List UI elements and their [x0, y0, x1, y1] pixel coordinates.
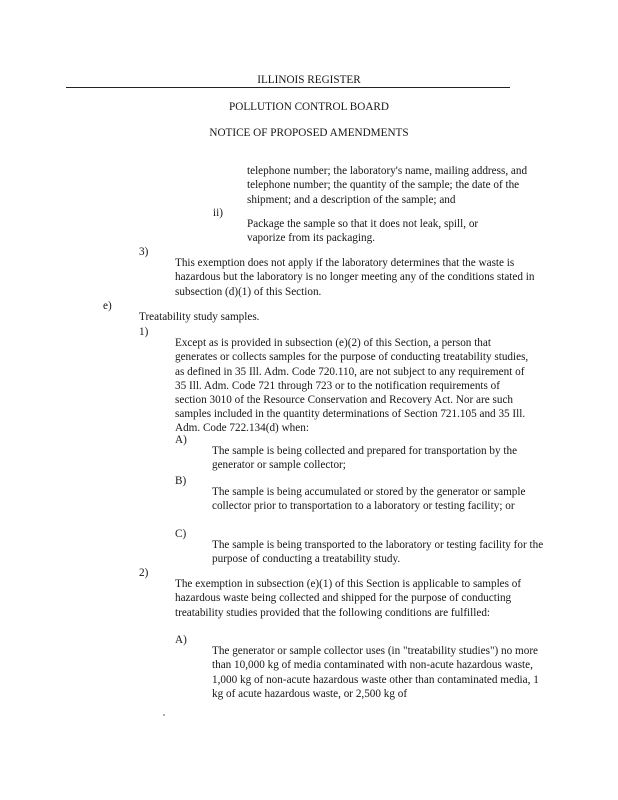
continued-paragraph: telephone number; the laboratory's name, mailing address, and telephone number; the quantity of the sample; the date of the shipment; and a description of the sample; and — [247, 165, 528, 206]
item-1-text: Except as is provided in subsection (e)(2) of this Section, a person that generates or collects samples for the purpose of conducting treatability studies, as defined in 35 Ill. Adm. Code 720.110, are not subject to any requirement of 35 Ill. Adm. Code 721 through 723 or to the notification requirements of section 3010 of the Resource Conservation and Recovery Act. Nor are such samples included in the quantity determinations of Section 721.105 and 35 Ill. Adm. Code 722.134(d) when: — [175, 337, 529, 435]
item-1b-label: B) — [175, 475, 187, 487]
item-1-label: 1) — [139, 326, 149, 338]
item-2a-text: The generator or sample collector uses (in "treatability studies") no more than 10,000 kg of media contaminated with non-acute hazardous waste, 1,000 kg of non-acute hazardous waste other than contaminated media, 1 kg of acute hazardous waste, or 2,500 kg of — [212, 645, 539, 700]
item-1a-text: The sample is being collected and prepared for transportation by the generator or sample collector; — [212, 445, 518, 472]
scan-speck — [163, 714, 165, 716]
item-3-label: 3) — [139, 246, 149, 258]
item-3-text: This exemption does not apply if the laboratory determines that the waste is hazardous but the laboratory is no longer meeting any of the conditions stated in subsection (d)(1) of this Section. — [175, 257, 535, 298]
subsection-e-label: e) — [103, 300, 112, 312]
notice-title: NOTICE OF PROPOSED AMENDMENTS — [209, 127, 409, 139]
item-ii-label: ii) — [213, 207, 223, 219]
subsection-e-title: Treatability study samples. — [139, 311, 260, 324]
item-1c-label: C) — [175, 528, 187, 540]
register-header: ILLINOIS REGISTER — [257, 74, 361, 86]
item-2a-label: A) — [175, 634, 187, 646]
header-rule — [66, 87, 510, 88]
item-ii-text: Package the sample so that it does not leak, spill, or vaporize from its packaging. — [247, 218, 479, 245]
board-name: POLLUTION CONTROL BOARD — [229, 101, 389, 113]
item-1b-text: The sample is being accumulated or stored by the generator or sample collector prior to transportation to a laboratory or testing facility; or — [212, 486, 526, 513]
item-2-text: The exemption in subsection (e)(1) of this Section is applicable to samples of hazardous waste being collected and shipped for the purpose of conducting treatability studies provided that the following conditions are fulfilled: — [175, 578, 522, 619]
item-1a-label: A) — [175, 434, 187, 446]
item-2-label: 2) — [139, 567, 149, 579]
item-1c-text: The sample is being transported to the laboratory or testing facility for the purpose of conducting a treatability study. — [212, 539, 544, 566]
